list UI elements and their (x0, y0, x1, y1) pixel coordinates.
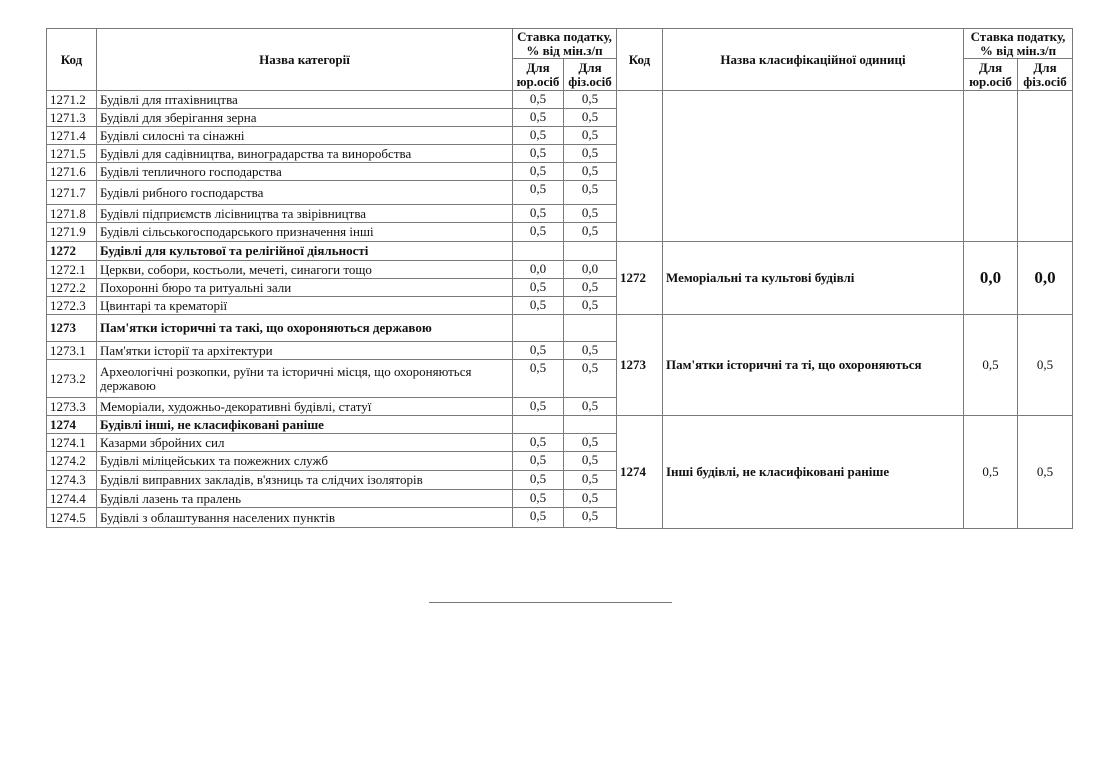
header-category-name: Назва категорії (97, 29, 513, 91)
header-code: Код (617, 29, 663, 91)
rate-individual: 0,5 (564, 297, 617, 315)
rate-legal: 0,5 (513, 508, 564, 528)
rate-legal: 0,5 (964, 416, 1018, 529)
rate-legal: 0,5 (513, 163, 564, 181)
header-legal-entities: Для юр.осіб (513, 59, 564, 91)
row-name: Похоронні бюро та ритуальні зали (97, 279, 513, 297)
row-name: Будівлі підприємств лісівництва та звірівництва (97, 205, 513, 223)
table-row (47, 127, 617, 145)
table-row (47, 490, 617, 508)
header-classification-unit-name: Назва класифікаційної одиниці (663, 29, 964, 91)
row-name: Будівлі виправних закладів, в'язниць та слідчих ізоляторів (97, 471, 513, 490)
table-row (47, 452, 617, 471)
table-row (47, 342, 617, 360)
rate-legal: 0,5 (513, 91, 564, 109)
row-code: 1271.4 (47, 127, 97, 145)
row-code: 1271.9 (47, 223, 97, 242)
rate-individual: 0,5 (564, 398, 617, 416)
rate-legal (513, 416, 564, 434)
rate-individual: 0,5 (564, 163, 617, 181)
rate-individual: 0,5 (564, 452, 617, 471)
table-row (47, 471, 617, 490)
table-row-empty (617, 91, 1073, 242)
header-tax-rate: Ставка податку, % від мін.з/п (964, 29, 1073, 59)
row-name: Будівлі інші, не класифіковані раніше (97, 416, 513, 434)
row-code: 1273.1 (47, 342, 97, 360)
table-row (47, 279, 617, 297)
rate-individual: 0,0 (564, 261, 617, 279)
rate-legal: 0,0 (964, 242, 1018, 315)
rate-legal: 0,5 (964, 315, 1018, 416)
row-name: Будівлі для зберігання зерна (97, 109, 513, 127)
row-code: 1271.3 (47, 109, 97, 127)
rate-legal (513, 242, 564, 261)
row-name: Пам'ятки історичні та такі, що охороняються державою (97, 315, 513, 342)
header-individuals: Для фіз.осіб (1018, 59, 1073, 91)
row-name: Будівлі рибного господарства (97, 181, 513, 205)
rate-individual: 0,5 (564, 127, 617, 145)
row-name: Казарми збройних сил (97, 434, 513, 452)
rate-legal: 0,5 (513, 279, 564, 297)
rate-individual: 0,5 (564, 434, 617, 452)
rate-individual: 0,5 (564, 490, 617, 508)
row-name: Пам'ятки історії та архітектури (97, 342, 513, 360)
table-row (47, 261, 617, 279)
rate-legal: 0,5 (513, 434, 564, 452)
row-code: 1273 (617, 315, 663, 416)
row-code: 1272.1 (47, 261, 97, 279)
row-name: Будівлі силосні та сінажні (97, 127, 513, 145)
row-name: Пам'ятки історичні та ті, що охороняються (663, 315, 964, 416)
empty-cell (964, 91, 1018, 242)
rate-individual: 0,5 (564, 205, 617, 223)
row-code: 1272.3 (47, 297, 97, 315)
row-code: 1273.2 (47, 360, 97, 398)
rate-individual: 0,5 (564, 181, 617, 205)
row-name: Церкви, собори, костьоли, мечеті, синагоги тощо (97, 261, 513, 279)
table-row (47, 398, 617, 416)
table-row (47, 242, 617, 261)
row-code: 1274.3 (47, 471, 97, 490)
rate-legal: 0,5 (513, 297, 564, 315)
table-row (47, 416, 617, 434)
row-name: Будівлі для садівництва, виноградарства та виноробства (97, 145, 513, 163)
row-code: 1272.2 (47, 279, 97, 297)
row-code: 1272 (617, 242, 663, 315)
row-name: Будівлі сільськогосподарського призначення інші (97, 223, 513, 242)
empty-cell (663, 91, 964, 242)
header-legal-entities: Для юр.осіб (964, 59, 1018, 91)
rate-legal: 0,5 (513, 109, 564, 127)
classification-unit-tax-rate-table (616, 28, 1073, 529)
rate-individual: 0,5 (564, 91, 617, 109)
table-row (47, 223, 617, 242)
rate-legal: 0,5 (513, 205, 564, 223)
rate-legal: 0,5 (513, 398, 564, 416)
table-row (47, 508, 617, 528)
table-row (47, 315, 617, 342)
rate-legal: 0,5 (513, 181, 564, 205)
rate-individual: 0,5 (564, 279, 617, 297)
empty-cell (617, 91, 663, 242)
table-row (617, 416, 1073, 529)
row-name: Археологічні розкопки, руїни та історичні місця, що охороняються державою (97, 360, 513, 398)
row-code: 1274.1 (47, 434, 97, 452)
row-name: Інші будівлі, не класифіковані раніше (663, 416, 964, 529)
rate-individual: 0,5 (564, 223, 617, 242)
table-row (47, 297, 617, 315)
row-name: Будівлі тепличного господарства (97, 163, 513, 181)
rate-legal (513, 315, 564, 342)
row-code: 1271.2 (47, 91, 97, 109)
table-row (47, 181, 617, 205)
row-name: Цвинтарі та крематорії (97, 297, 513, 315)
rate-legal: 0,5 (513, 471, 564, 490)
row-code: 1274 (617, 416, 663, 529)
table-row (47, 434, 617, 452)
row-code: 1274 (47, 416, 97, 434)
category-tax-rate-table (46, 28, 617, 528)
rate-individual: 0,5 (1018, 315, 1073, 416)
table-row (47, 163, 617, 181)
rate-individual: 0,5 (564, 145, 617, 163)
table-row (617, 242, 1073, 315)
rate-legal: 0,0 (513, 261, 564, 279)
rate-individual: 0,5 (564, 360, 617, 398)
header-tax-rate: Ставка податку, % від мін.з/п (513, 29, 617, 59)
row-name: Будівлі для птахівництва (97, 91, 513, 109)
header-individuals: Для фіз.осіб (564, 59, 617, 91)
row-name: Меморіальні та культові будівлі (663, 242, 964, 315)
row-code: 1273.3 (47, 398, 97, 416)
row-code: 1274.4 (47, 490, 97, 508)
rate-legal: 0,5 (513, 127, 564, 145)
table-row (47, 205, 617, 223)
rate-legal: 0,5 (513, 452, 564, 471)
rate-legal: 0,5 (513, 490, 564, 508)
row-code: 1271.5 (47, 145, 97, 163)
row-name: Будівлі для культової та релігійної діяльності (97, 242, 513, 261)
row-name: Будівлі лазень та пралень (97, 490, 513, 508)
table-row (47, 360, 617, 398)
empty-cell (1018, 91, 1073, 242)
rate-individual: 0,5 (564, 109, 617, 127)
rate-individual (564, 416, 617, 434)
signature-line (429, 602, 672, 603)
table-row (47, 91, 617, 109)
header-code: Код (47, 29, 97, 91)
rate-legal: 0,5 (513, 342, 564, 360)
table-row (47, 109, 617, 127)
rate-individual: 0,5 (1018, 416, 1073, 529)
rate-individual: 0,0 (1018, 242, 1073, 315)
row-name: Меморіали, художньо-декоративні будівлі, статуї (97, 398, 513, 416)
rate-individual: 0,5 (564, 508, 617, 528)
rate-individual: 0,5 (564, 471, 617, 490)
row-code: 1272 (47, 242, 97, 261)
rate-legal: 0,5 (513, 145, 564, 163)
table-row (617, 315, 1073, 416)
row-code: 1273 (47, 315, 97, 342)
row-code: 1274.5 (47, 508, 97, 528)
row-code: 1271.6 (47, 163, 97, 181)
rate-legal: 0,5 (513, 360, 564, 398)
rate-individual: 0,5 (564, 342, 617, 360)
rate-individual (564, 242, 617, 261)
row-code: 1274.2 (47, 452, 97, 471)
row-code: 1271.8 (47, 205, 97, 223)
row-name: Будівлі з облаштування населених пунктів (97, 508, 513, 528)
rate-individual (564, 315, 617, 342)
rate-legal: 0,5 (513, 223, 564, 242)
row-code: 1271.7 (47, 181, 97, 205)
row-name: Будівлі міліцейських та пожежних служб (97, 452, 513, 471)
table-row (47, 145, 617, 163)
